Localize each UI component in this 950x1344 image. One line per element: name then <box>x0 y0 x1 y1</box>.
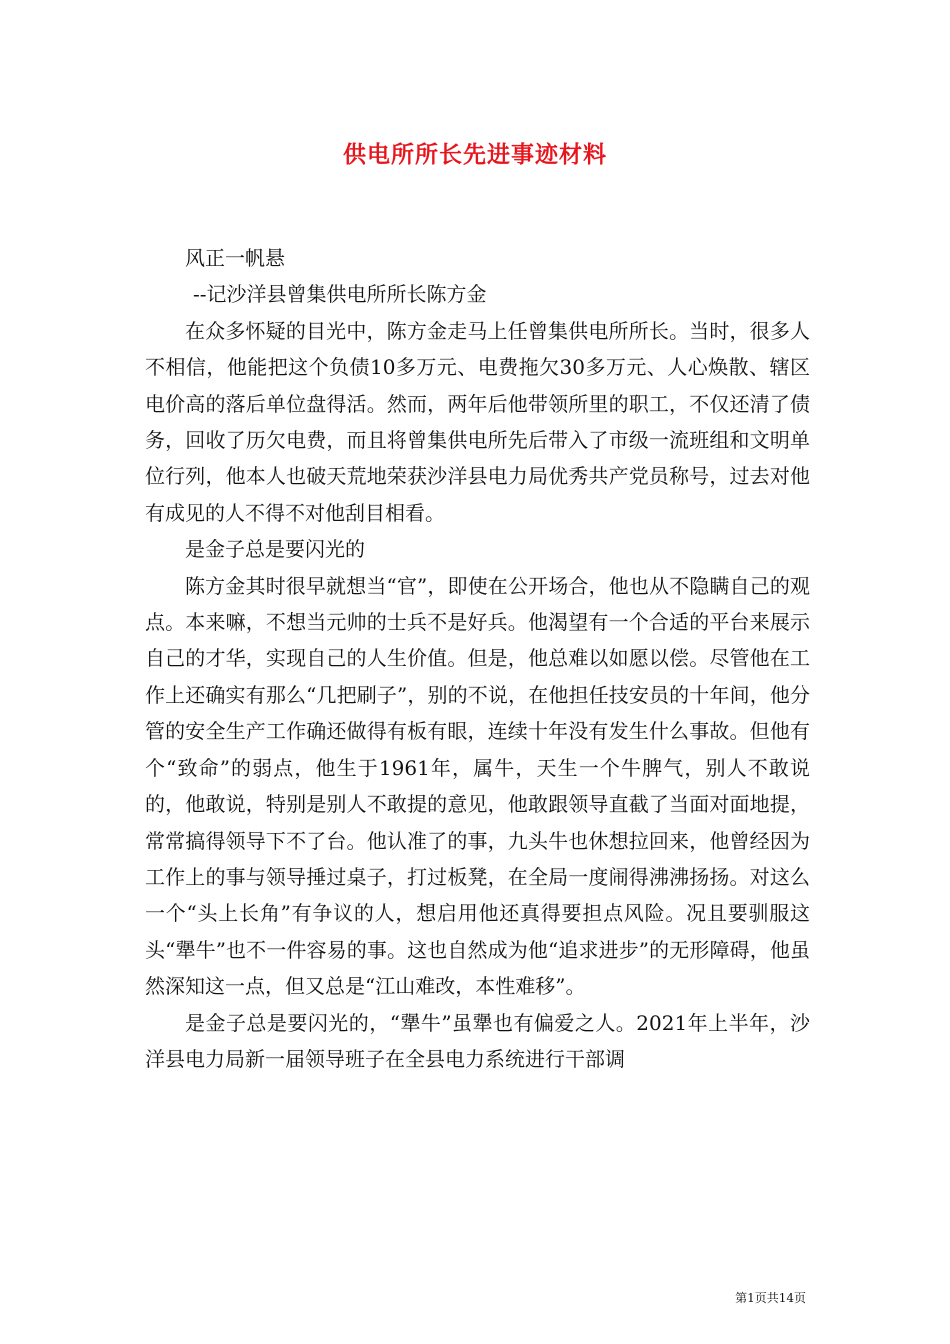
paragraph-1: 在众多怀疑的目光中，陈方金走马上任曾集供电所所长。当时，很多人不相信，他能把这个负债10多万元、电费拖欠30多万元、人心焕散、辖区电价高的落后单位盘得活。然而，两年后他带领所里的职工，不仅还清了债务，回收了历欠电费，而且将曾集供电所先后带入了市级一流班组和文明单位行列，他本人也破天荒地荣获沙洋县电力局优秀共产党员称号，过去对他有成见的人不得不对他刮目相看。 <box>145 318 810 525</box>
paragraph-2: 是金子总是要闪光的 <box>185 537 365 562</box>
section-subheading: --记沙洋县曾集供电所所长陈方金 <box>193 282 487 307</box>
paragraph-3: 陈方金其时很早就想当“官”，即使在公开场合，他也从不隐瞒自己的观点。本来嘛，不想当元帅的士兵不是好兵。他渴望有一个合适的平台来展示自己的才华，实现自己的人生价值。但是，他总难以如愿以偿。尽管他在工作上还确实有那么“几把刷子”，别的不说，在他担任技安员的十年间，他分管的安全生产工作确还做得有板有眼，连续十年没有发生什么事故。但他有个“致命”的弱点，他生于1961年，属牛，天生一个牛脾气，别人不敢说的，他敢说，特别是别人不敢提的意见，他敢跟领导直截了当面对面地提，常常搞得领导下不了台。他认准了的事，九头牛也休想拉回来，他曾经因为工作上的事与领导捶过桌子，打过板凳，在全局一度闹得沸沸扬扬。对这么一个“头上长角”有争议的人，想启用他还真得要担点风险。况且要驯服这头“犟牛”也不一件容易的事。这也自然成为他“追求进步”的无形障碍，他虽然深知这一点，但又总是“江山难改，本性难移”。 <box>145 573 810 999</box>
document-body <box>145 240 810 1077</box>
section-heading: 风正一帆悬 <box>185 246 285 270</box>
page-number: 第1页共14页 <box>735 1291 806 1305</box>
paragraph-4: 是金子总是要闪光的，“犟牛”虽犟也有偏爱之人。2021年上半年，沙洋县电力局新一届领导班子在全县电力系统进行干部调 <box>145 1010 810 1071</box>
document-title: 供电所所长先进事迹材料 <box>343 141 607 168</box>
